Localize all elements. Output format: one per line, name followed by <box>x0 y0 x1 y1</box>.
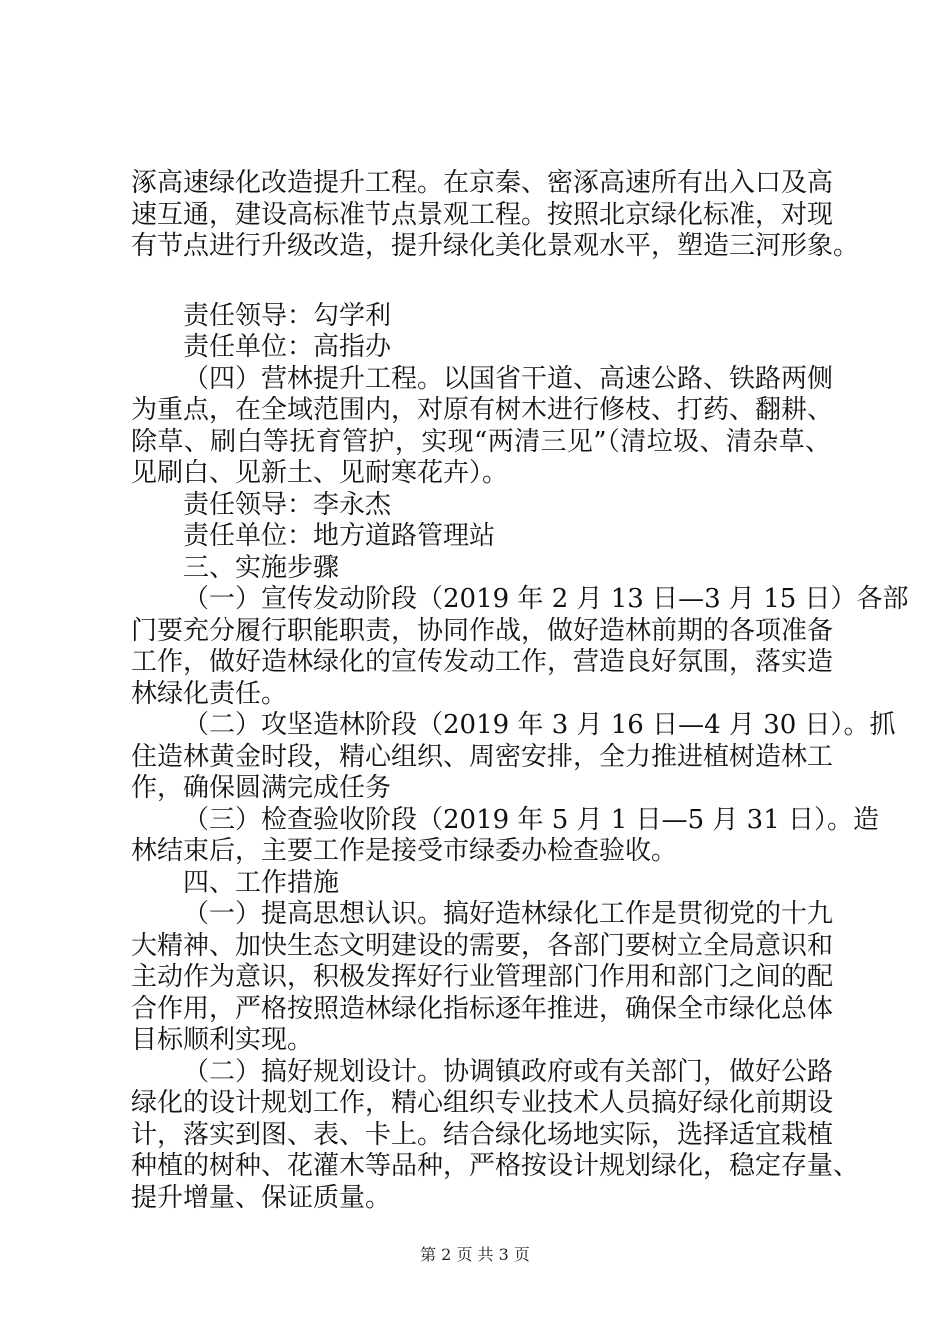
text-line: 责任领导：李永杰 <box>183 489 392 520</box>
text-line: 见刷白、见新土、见耐寒花卉）。 <box>131 458 509 488</box>
text-line: 责任单位：地方道路管理站 <box>183 521 496 551</box>
text-line: 大精神、加快生态文明建设的需要，各部门要树立全局意识和 <box>131 930 834 961</box>
text-line: 林绿化责任。 <box>131 678 288 709</box>
paragraph-gap <box>131 263 831 301</box>
text-line: 责任单位：高指办 <box>183 332 392 362</box>
text-line: （一）宣传发动阶段（2019 年 2 月 13 日—3 月 15 日）各部 <box>183 584 909 614</box>
text-line: 除草、刷白等抚育管护，实现“两清三见”（清垃圾、清杂草、 <box>131 426 831 457</box>
text-line: （一）提高思想认识。搞好造林绿化工作是贯彻党的十九 <box>183 899 834 929</box>
text-line: （二）攻坚造林阶段（2019 年 3 月 16 日—4 月 30 日）。抓 <box>183 710 896 740</box>
text-line: 绿化的设计规划工作，精心组织专业技术人员搞好绿化前期设 <box>131 1088 834 1118</box>
section-heading: 三、实施步骤 <box>183 552 340 583</box>
text-line: 作，确保圆满完成任务 <box>131 773 392 803</box>
text-line: 有节点进行升级改造，提升绿化美化景观水平，塑造三河形象。 <box>131 231 860 261</box>
text-line: 提升增量、保证质量。 <box>131 1182 392 1213</box>
text-line: 合作用，严格按照造林绿化指标逐年推进，确保全市绿化总体 <box>131 993 834 1024</box>
text-line: 工作，做好造林绿化的宣传发动工作，营造良好氛围，落实造 <box>131 647 834 677</box>
text-line: 目标顺利实现。 <box>131 1025 314 1055</box>
text-line: （四）营林提升工程。以国省干道、高速公路、铁路两侧 <box>183 363 834 394</box>
text-line: 速互通，建设高标准节点景观工程。按照北京绿化标准，对现 <box>131 199 834 230</box>
text-line: 涿高速绿化改造提升工程。在京秦、密涿高速所有出入口及高 <box>131 168 834 198</box>
text-line: 种植的树种、花灌木等品种，严格按设计规划绿化，稳定存量、 <box>131 1151 860 1181</box>
text-line: （三）检查验收阶段（2019 年 5 月 1 日—5 月 31 日）。造 <box>183 804 879 835</box>
text-line: 计，落实到图、表、卡上。结合绿化场地实际，选择适宜栽植 <box>131 1119 834 1150</box>
section-heading: 四、工作措施 <box>183 867 340 898</box>
text-line: 责任领导：勾学利 <box>183 300 392 331</box>
text-line: 住造林黄金时段，精心组织、周密安排，全力推进植树造林工 <box>131 741 834 772</box>
text-line: 门要充分履行职能职责，协同作战，做好造林前期的各项准备 <box>131 615 834 646</box>
text-line: （二）搞好规划设计。协调镇政府或有关部门，做好公路 <box>183 1056 834 1087</box>
text-line: 为重点，在全域范围内，对原有树木进行修枝、打药、翻耕、 <box>131 395 834 425</box>
text-line: 主动作为意识，积极发挥好行业管理部门作用和部门之间的配 <box>131 962 834 992</box>
text-line: 林结束后，主要工作是接受市绿委办检查验收。 <box>131 836 678 866</box>
document-body <box>131 168 909 1214</box>
page-footer: 第 2 页 共 3 页 <box>420 1245 530 1264</box>
